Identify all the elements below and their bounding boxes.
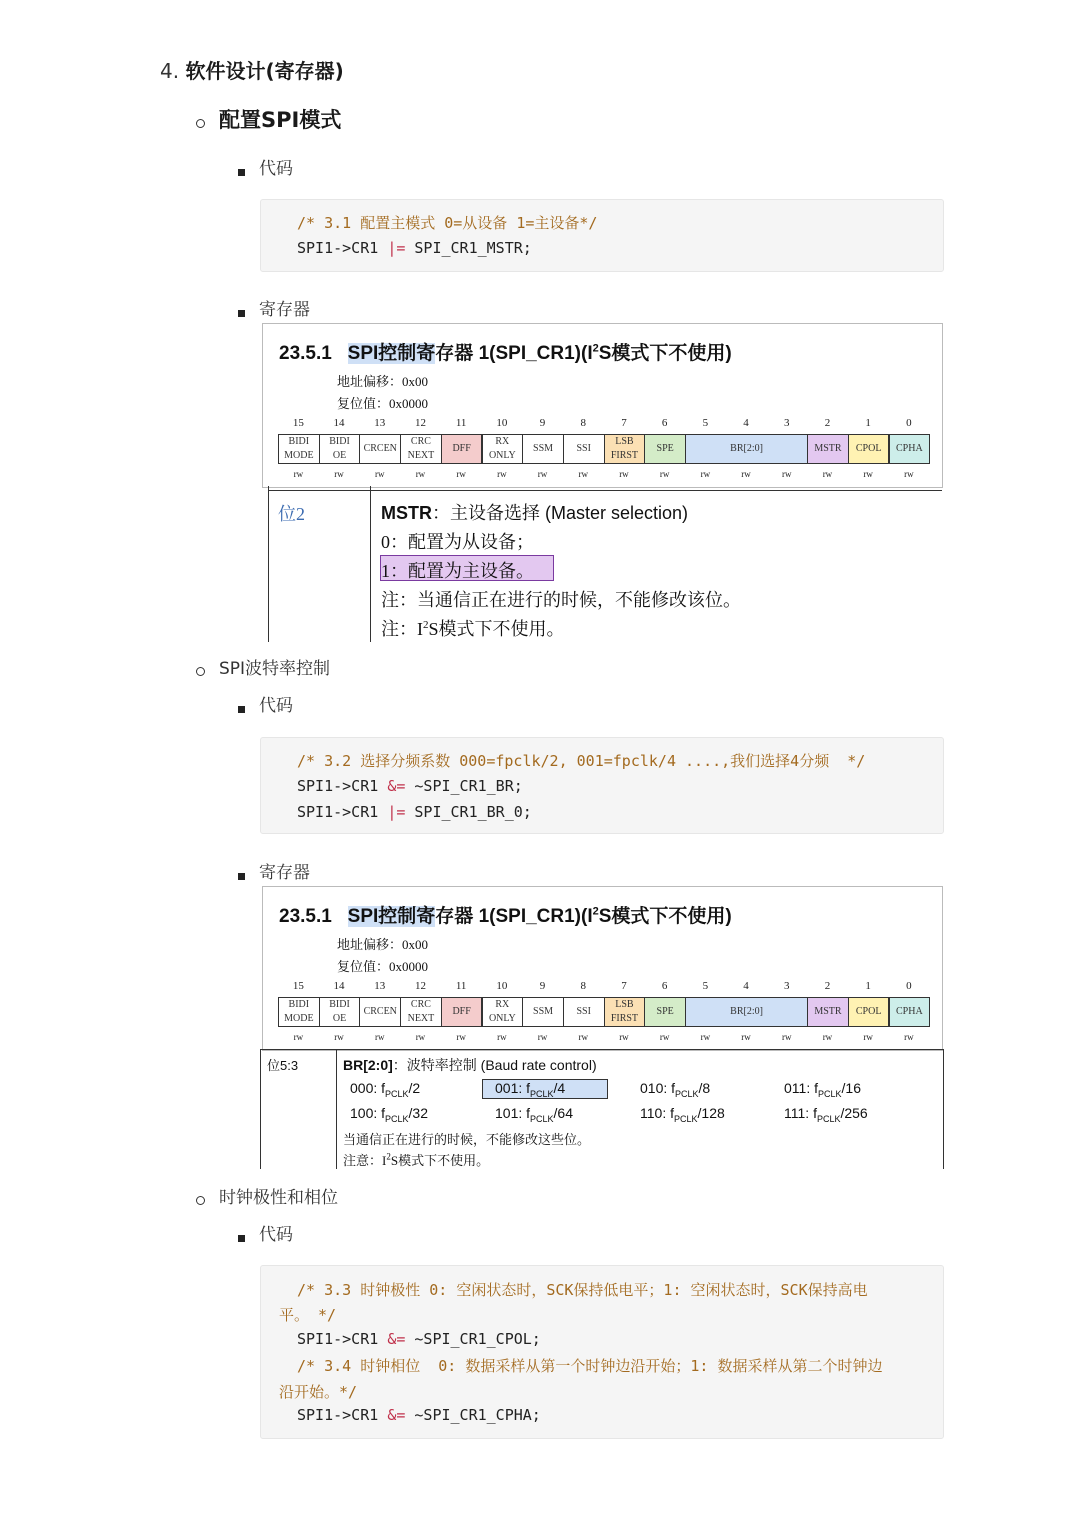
label-code: 代码 <box>259 696 293 716</box>
bit-label: 位5:3 <box>267 1058 299 1073</box>
rw-label: rw <box>415 1032 426 1042</box>
rw-label: rw <box>659 1032 670 1042</box>
bit-field-ssi: SSI <box>563 997 605 1027</box>
rw-label: rw <box>497 1032 507 1042</box>
bit-number: 11 <box>455 980 467 992</box>
bit-number: 3 <box>783 980 790 992</box>
register-offset: 地址偏移：0x00 <box>337 937 429 952</box>
register-offset: 地址偏移：0x00 <box>337 374 429 389</box>
square-bullet-icon <box>238 1227 245 1246</box>
field-desc: BR[2:0]：波特率控制 (Baud rate control) <box>343 1057 597 1073</box>
register-detail-2 <box>260 1049 944 1169</box>
rw-label: rw <box>904 469 914 479</box>
bit-number: 1 <box>865 980 871 992</box>
bit-number: 12 <box>414 980 426 992</box>
bit-number: 14 <box>333 980 345 992</box>
baud-option: 001: $f_{PCLK}/4$ <box>495 1080 566 1099</box>
note-2: 注：$I^2S$模式下不使用。 <box>381 619 565 639</box>
bit-field-mstr: MSTR <box>807 997 849 1027</box>
bit-fields <box>278 434 929 464</box>
bit-field-crcen: CRCEN <box>359 997 401 1027</box>
bit-fields <box>278 997 929 1027</box>
heading-text: 软件设计(寄存器) <box>185 59 344 83</box>
bit-number: 12 <box>414 417 426 429</box>
bit-field-spe: SPE <box>644 434 686 464</box>
baud-option: 110: $f_{PCLK}/128$ <box>640 1105 725 1124</box>
bit-field-br: BR[2:0] <box>685 997 808 1027</box>
bit-number: 5 <box>702 417 709 429</box>
note-1: 注：当通信正在进行的时候，不能修改该位。 <box>381 590 741 610</box>
bit-number: 2 <box>824 417 831 429</box>
bit-number: 15 <box>292 417 304 429</box>
bit-field-mstr: MSTR <box>807 434 849 464</box>
code-block-1 <box>260 199 944 272</box>
bit-field-spe: SPE <box>644 997 686 1027</box>
register-reset: 复位值：0x0000 <box>337 396 429 411</box>
rw-row <box>278 469 929 481</box>
field-desc: MSTR：主设备选择 (Master selection) <box>381 503 689 523</box>
note-1: 当通信正在进行的时候，不能修改这些位。 <box>343 1132 591 1147</box>
bit-number: 8 <box>580 980 586 992</box>
rw-label: rw <box>578 469 588 479</box>
section-title-baud: SPI波特率控制 <box>219 659 331 679</box>
bit-number: 6 <box>661 417 668 429</box>
bit-field-crcnext: CRC NEXT <box>400 434 442 464</box>
rw-label: rw <box>578 1032 588 1042</box>
rw-label: rw <box>822 469 833 479</box>
rw-label: rw <box>415 469 426 479</box>
bit-field-ssi: SSI <box>563 434 605 464</box>
bit-number: 13 <box>374 980 386 992</box>
baud-option: 100: $f_{PCLK}/32$ <box>350 1105 429 1124</box>
code-comment: /* 3.2 选择分频系数 000=fpclk/2, 001=fpclk/4 ....,我们选择4分频 */ <box>297 752 866 770</box>
bit-field-cpol: CPOL <box>848 434 890 464</box>
bit-field-bidimode: BIDI MODE <box>278 434 320 464</box>
bit-numbers <box>278 980 929 994</box>
bit-number: 7 <box>621 980 627 992</box>
register-detail-1 <box>262 486 942 642</box>
square-bullet-icon <box>238 698 245 717</box>
label-register: 寄存器 <box>259 863 310 883</box>
register-title: 23.5.1 SPI控制寄存器 $1(SPI\_CR1)(I^2S$模式下不使用) <box>279 342 732 364</box>
bit-number: 9 <box>539 417 546 429</box>
rw-label: rw <box>456 469 466 479</box>
bit-numbers <box>278 417 929 431</box>
circle-bullet-icon <box>196 113 205 132</box>
bit-number: 7 <box>621 417 627 429</box>
circle-bullet-icon <box>196 661 205 680</box>
bit-number: 13 <box>374 417 386 429</box>
baud-option: 101: $f_{PCLK}/64$ <box>495 1105 574 1124</box>
register-title: 23.5.1 SPI控制寄存器 $1(SPI\_CR1)(I^2S$模式下不使用) <box>279 905 732 927</box>
code-comment: /* 3.4 时钟相位 0: 数据采样从第一个时钟边沿开始；1: 数据采样从第二个时钟边 <box>297 1357 883 1375</box>
bit-field-lsbfirst: LSB FIRST <box>604 997 646 1027</box>
bit-number: 14 <box>333 417 345 429</box>
rw-label: rw <box>293 1032 304 1042</box>
rw-label: rw <box>374 469 385 479</box>
rw-label: rw <box>456 1032 466 1042</box>
code-line: SPI1->CR1 |= SPI_CR1_BR_0; <box>297 803 532 821</box>
circle-bullet-icon <box>196 1190 205 1209</box>
code-line: SPI1->CR1 &= ~SPI_CR1_CPHA; <box>297 1406 541 1424</box>
square-bullet-icon <box>238 865 245 884</box>
register-diagram-2 <box>262 886 943 1051</box>
bit-number: 3 <box>783 417 790 429</box>
bit-number: 5 <box>702 980 709 992</box>
rw-label: rw <box>334 1032 344 1042</box>
bit-number: 10 <box>496 980 508 992</box>
bit-field-bidioe: BIDI OE <box>319 434 361 464</box>
bit-number: 1 <box>865 417 871 429</box>
rw-label: rw <box>741 469 751 479</box>
heading-number: 4. <box>160 59 180 83</box>
rw-label: rw <box>537 469 548 479</box>
bit-field-ssm: SSM <box>522 434 564 464</box>
rw-label: rw <box>619 1032 629 1042</box>
rw-label: rw <box>781 1032 792 1042</box>
bit-field-lsbfirst: LSB FIRST <box>604 434 646 464</box>
rw-label: rw <box>374 1032 385 1042</box>
rw-label: rw <box>659 469 670 479</box>
code-comment: 平。 */ <box>279 1306 337 1324</box>
rw-label: rw <box>863 1032 873 1042</box>
bit-number: 8 <box>580 417 586 429</box>
bit-number: 4 <box>743 417 749 429</box>
rw-label: rw <box>334 469 344 479</box>
rw-label: rw <box>904 1032 914 1042</box>
bit-number: 11 <box>455 417 467 429</box>
label-register: 寄存器 <box>259 300 310 320</box>
bit-field-cpha: CPHA <box>889 434 931 464</box>
code-line: SPI1->CR1 &= ~SPI_CR1_CPOL; <box>297 1330 541 1348</box>
rw-label: rw <box>781 469 792 479</box>
rw-label: rw <box>741 1032 751 1042</box>
section-title-spi-mode: 配置SPI模式 <box>219 108 342 132</box>
bit-field-crcnext: CRC NEXT <box>400 997 442 1027</box>
rw-label: rw <box>863 469 873 479</box>
bit-field-cpha: CPHA <box>889 997 931 1027</box>
bit-field-ssm: SSM <box>522 997 564 1027</box>
section-heading <box>160 55 344 84</box>
code-comment: /* 3.3 时钟极性 0: 空闲状态时，SCK保持低电平；1: 空闲状态时，SCK保持高电 <box>297 1281 868 1299</box>
rw-label: rw <box>293 469 304 479</box>
option-0: 0：配置为从设备； <box>381 532 534 552</box>
bit-number: 0 <box>906 417 912 429</box>
code-block-2 <box>260 737 944 834</box>
baud-option: 000: $f_{PCLK}/2$ <box>350 1080 421 1099</box>
bit-field-bidioe: BIDI OE <box>319 997 361 1027</box>
bit-field-br: BR[2:0] <box>685 434 808 464</box>
code-line: SPI1->CR1 |= SPI_CR1_MSTR; <box>297 239 532 257</box>
bit-label: 位2 <box>278 504 305 524</box>
rw-label: rw <box>497 469 507 479</box>
register-diagram-1 <box>262 323 943 488</box>
rw-label: rw <box>700 1032 711 1042</box>
note-2: 注意：$I^2S$模式下不使用。 <box>343 1151 490 1168</box>
rw-row <box>278 1032 929 1044</box>
label-code: 代码 <box>259 159 293 179</box>
bit-number: 9 <box>539 980 546 992</box>
rw-label: rw <box>619 469 629 479</box>
baud-option: 111: $f_{PCLK}/256$ <box>784 1105 868 1124</box>
baud-option: 011: $f_{PCLK}/16$ <box>784 1080 861 1099</box>
bit-number: 6 <box>661 980 668 992</box>
register-reset: 复位值：0x0000 <box>337 959 429 974</box>
code-line: SPI1->CR1 &= ~SPI_CR1_BR; <box>297 777 523 795</box>
baud-option: 010: $f_{PCLK}/8$ <box>640 1080 711 1099</box>
square-bullet-icon <box>238 161 245 180</box>
bit-field-dff: DFF <box>441 434 483 464</box>
bit-field-rxonly: RX ONLY <box>482 434 524 464</box>
rw-label: rw <box>822 1032 833 1042</box>
bit-field-rxonly: RX ONLY <box>482 997 524 1027</box>
code-comment: 沿开始。*/ <box>279 1383 358 1401</box>
option-1: 1：配置为主设备。 <box>381 561 534 581</box>
code-block-3 <box>260 1265 944 1439</box>
rw-label: rw <box>537 1032 548 1042</box>
bit-number: 10 <box>496 417 508 429</box>
section-title-clock: 时钟极性和相位 <box>219 1188 338 1208</box>
bit-field-crcen: CRCEN <box>359 434 401 464</box>
square-bullet-icon <box>238 302 245 321</box>
rw-label: rw <box>700 469 711 479</box>
label-code: 代码 <box>259 1225 293 1245</box>
code-comment: /* 3.1 配置主模式 0=从设备 1=主设备*/ <box>297 214 598 232</box>
bit-field-bidimode: BIDI MODE <box>278 997 320 1027</box>
bit-number: 15 <box>292 980 304 992</box>
bit-number: 4 <box>743 980 749 992</box>
bit-field-dff: DFF <box>441 997 483 1027</box>
bit-number: 0 <box>906 980 912 992</box>
bit-field-cpol: CPOL <box>848 997 890 1027</box>
bit-number: 2 <box>824 980 831 992</box>
